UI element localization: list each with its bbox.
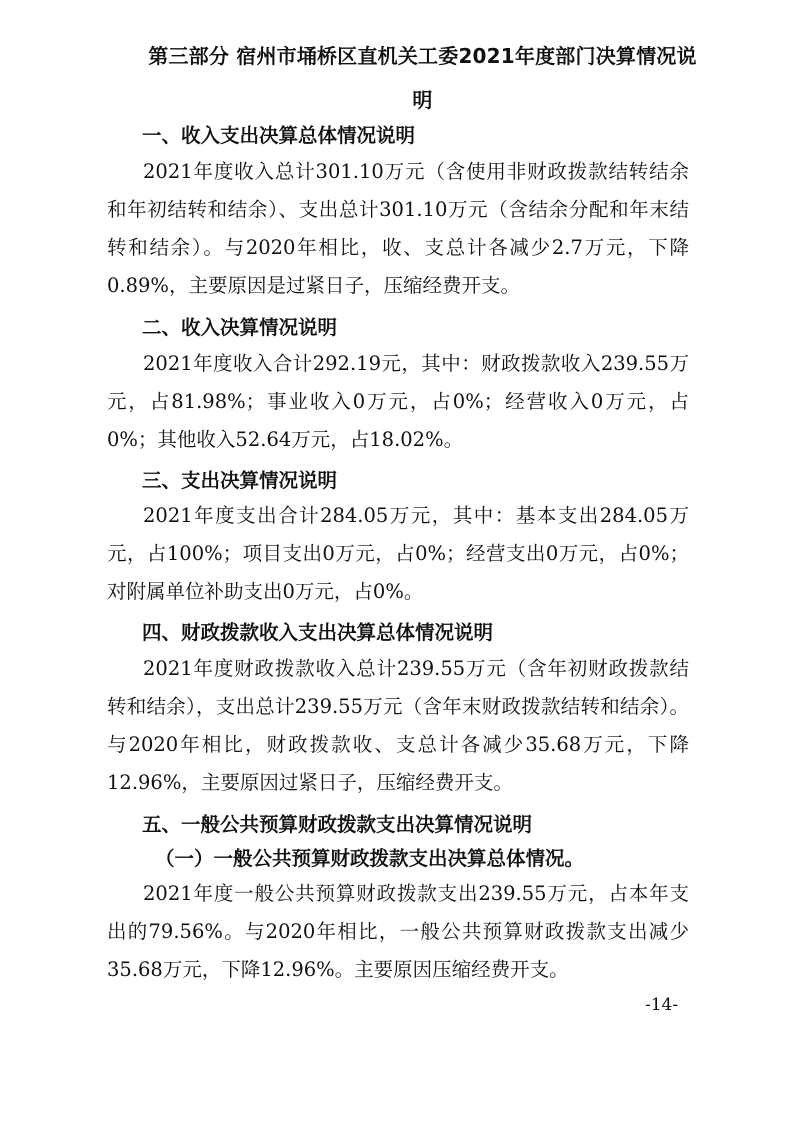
section-paragraph-2: 2021年度收入合计292.19元，其中：财政拨款收入239.55万元，占81.98%；事业收入0万元，占0%；经营收入0万元，占0%；其他收入52.64万元，占18.02%。	[107, 352, 689, 451]
section-heading-4: 四、财政拨款收入支出决算总体情况说明	[142, 621, 494, 644]
section-paragraph-4: 2021年度财政拨款收入总计239.55万元（含年初财政拨款结转和结余），支出总计239.55万元（含年末财政拨款结转和结余）。与2020年相比，财政拨款收、支总计各减少35.68万元，下降12.96%，主要原因过紧日子，压缩经费开支。	[107, 657, 689, 794]
section-paragraph-3: 2021年度支出合计284.05万元，其中：基本支出284.05万元，占100%；项目支出0万元，占0%；经营支出0万元，占0%；对附属单位补助支出0万元，占0%。	[107, 504, 689, 603]
section-paragraph-1: 2021年度收入总计301.10万元（含使用非财政拨款结转结余和年初结转和结余）、支出总计301.10万元（含结余分配和年末结转和结余）。与2020年相比，收、支总计各减少2.7万元，下降0.89%，主要原因是过紧日子，压缩经费开支。	[107, 160, 689, 297]
page-title: 第三部分 宿州市埇桥区直机关工委2021年度部门决算情况说明	[148, 44, 697, 112]
section-heading-5: 五、一般公共预算财政拨款支出决算情况说明	[142, 813, 533, 836]
section-heading-1: 一、收入支出决算总体情况说明	[142, 124, 416, 147]
section-subheading-5-1: （一）一般公共预算财政拨款支出决算总体情况。	[155, 847, 585, 870]
section-heading-2: 二、收入决算情况说明	[142, 316, 338, 339]
section-paragraph-5: 2021年度一般公共预算财政拨款支出239.55万元，占本年支出的79.56%。与2020年相比，一般公共预算财政拨款支出减少35.68万元，下降12.96%。主要原因压缩经费开支。	[107, 882, 689, 981]
section-heading-3: 三、支出决算情况说明	[142, 469, 338, 492]
page-number: -14-	[645, 995, 679, 1015]
